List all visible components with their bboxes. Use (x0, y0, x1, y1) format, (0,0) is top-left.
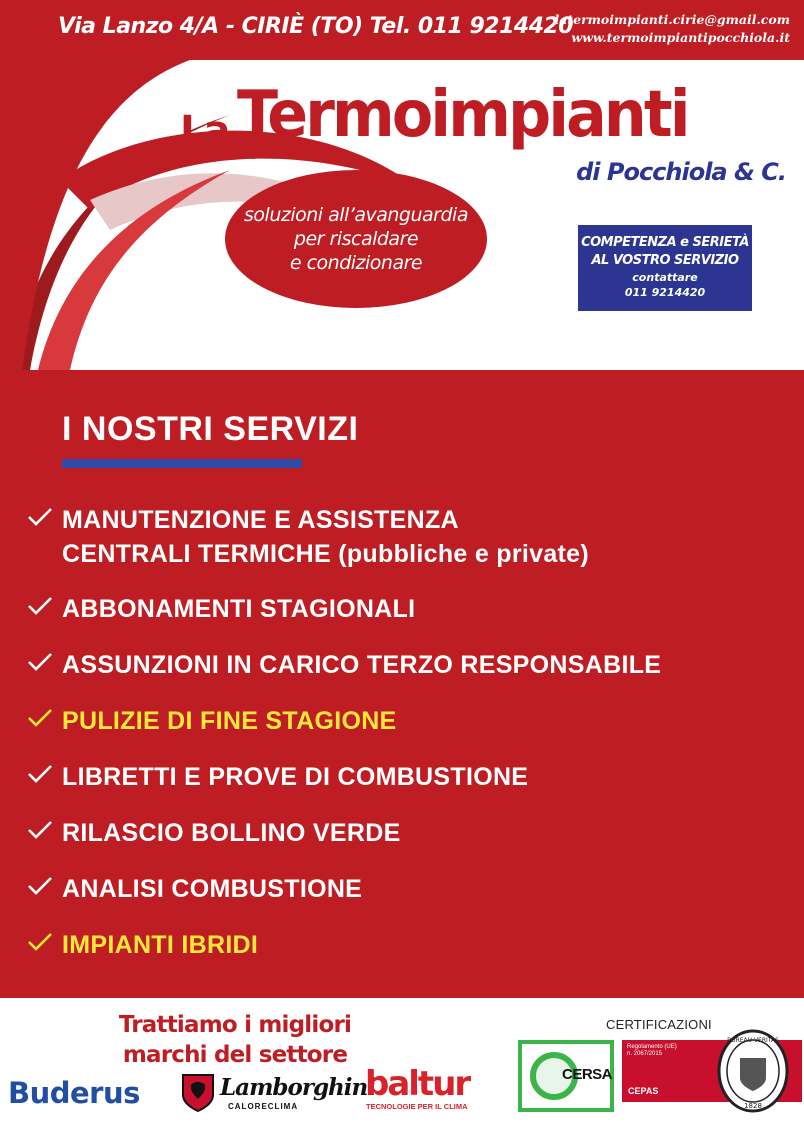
certifications-title: CERTIFICAZIONI (606, 1017, 712, 1032)
lamborghini-shield-icon (180, 1073, 216, 1113)
contact-box-line: COMPETENZA e SERIETÀ (581, 235, 749, 250)
check-icon (27, 596, 53, 616)
address-phone: Via Lanzo 4/A - CIRIÈ (TO) Tel. 011 9214420 (58, 14, 574, 39)
slogan-line: soluzioni all’avanguardia (244, 204, 468, 226)
lamborghini-tagline: CALORECLIMA (228, 1102, 299, 1111)
service-text: ABBONAMENTI STAGIONALI (62, 595, 416, 623)
brands-title-line: Trattiamo i migliori (118, 1012, 352, 1038)
slogan-line: per riscaldare (293, 228, 419, 250)
service-line: MANUTENZIONE E ASSISTENZA (62, 506, 459, 534)
contact-box-line: contattare (632, 271, 698, 284)
brands-title (95, 1010, 375, 1070)
veritas-year: 1828 (744, 1102, 762, 1110)
email-address[interactable]: latermoimpianti.cirie@gmail.com (554, 12, 790, 27)
cepas-label: CEPAS (628, 1086, 659, 1096)
slogan-oval (225, 170, 487, 308)
brand-subtitle: di Pocchiola & C. (576, 158, 786, 186)
service-text: ASSUNZIONI IN CARICO TERZO RESPONSABILE (62, 651, 662, 679)
header-banner (0, 60, 804, 370)
check-icon (27, 507, 53, 527)
contact-box-phone[interactable]: 011 9214420 (624, 286, 706, 299)
footer-brands (0, 998, 804, 1128)
services-title: I NOSTRI SERVIZI (62, 410, 359, 448)
title-underline (62, 459, 302, 468)
baltur-tagline: TECNOLOGIE PER IL CLIMA (366, 1102, 468, 1111)
check-icon (27, 708, 53, 728)
check-icon (27, 764, 53, 784)
service-line: CENTRALI TERMICHE (pubbliche e private) (62, 540, 590, 568)
service-text: ANALISI COMBUSTIONE (62, 875, 363, 903)
contact-box-line: AL VOSTRO SERVIZIO (591, 253, 739, 268)
slogan-line: e condizionare (289, 252, 423, 274)
cersa-label: CERSA (562, 1066, 613, 1083)
baltur-logo: baltur (365, 1064, 470, 1104)
cepas-regulation-line: n. 2067/2015 (627, 1051, 663, 1057)
contact-box (578, 225, 752, 311)
cepas-regulation (627, 1044, 677, 1058)
cepas-regulation-line: Regolamento (UE) (627, 1044, 677, 1050)
service-text: RILASCIO BOLLINO VERDE (62, 819, 401, 847)
service-text: PULIZIE DI FINE STAGIONE (62, 707, 397, 735)
brand-name: Termoimpianti (237, 78, 688, 152)
check-icon (27, 652, 53, 672)
service-text: LIBRETTI E PROVE DI COMBUSTIONE (62, 763, 529, 791)
check-icon (27, 932, 53, 952)
check-icon (27, 876, 53, 896)
brand-prefix: La (180, 108, 229, 154)
services-section (0, 370, 804, 998)
lamborghini-logo: Lamborghini (220, 1074, 375, 1101)
service-text: IMPIANTI IBRIDI (62, 931, 259, 959)
brands-title-line: marchi del settore (122, 1042, 348, 1068)
cersa-logo (518, 1040, 614, 1112)
veritas-name: BUREAU VERITAS (727, 1037, 779, 1044)
top-contact-bar (0, 0, 804, 60)
service-text (62, 503, 589, 571)
bureau-veritas-seal-icon (716, 1028, 790, 1114)
website-url[interactable]: www.termoimpiantipocchiola.it (571, 30, 790, 45)
buderus-logo: Buderus (8, 1076, 140, 1110)
check-icon (27, 820, 53, 840)
